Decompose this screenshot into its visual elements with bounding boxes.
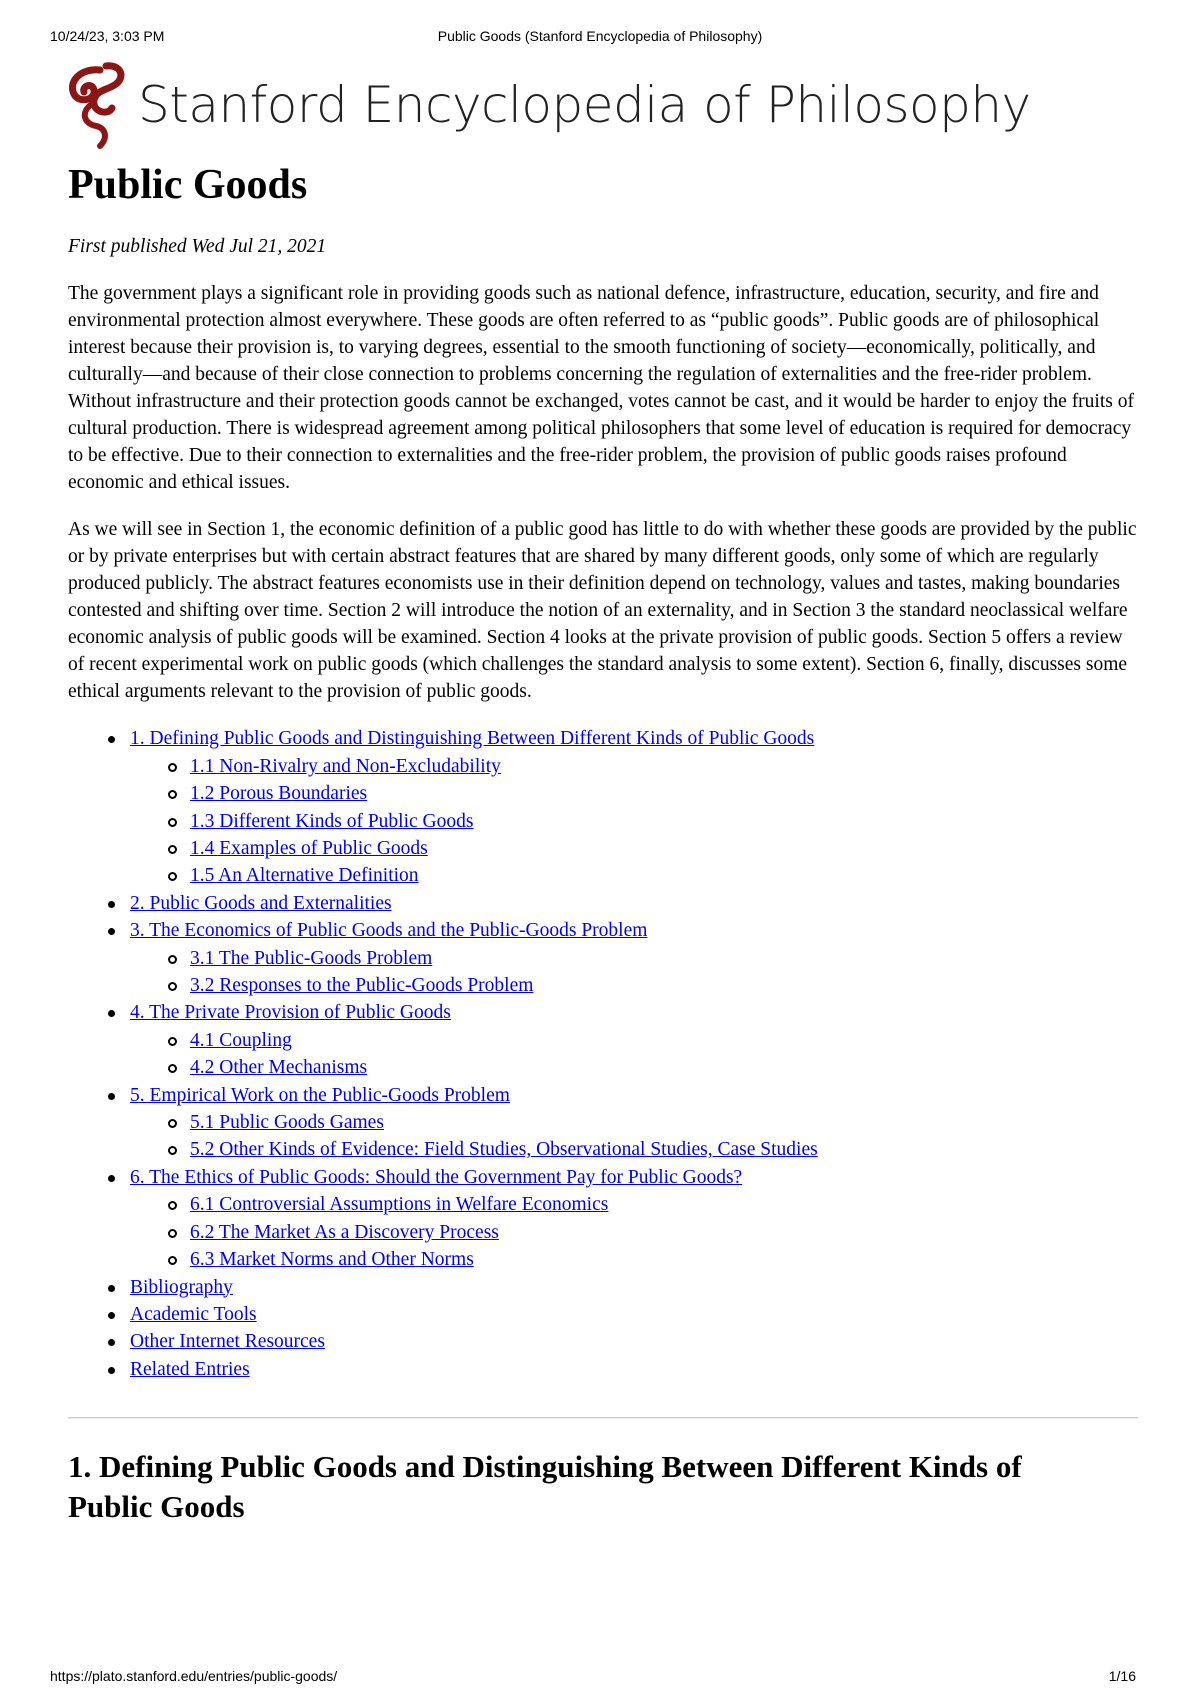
toc-sublist bbox=[130, 1191, 1138, 1273]
toc-sublist bbox=[130, 945, 1138, 1000]
toc-item bbox=[130, 999, 1138, 1081]
toc-subitem bbox=[190, 1136, 1138, 1163]
page-title: Public Goods bbox=[68, 162, 308, 208]
toc-link-4-2[interactable]: 4.2 Other Mechanisms bbox=[190, 1057, 368, 1079]
entry-content bbox=[68, 160, 1138, 1527]
toc-link-3-1[interactable]: 3.1 The Public-Goods Problem bbox=[190, 947, 433, 969]
publication-info: First published Wed Jul 21, 2021 bbox=[68, 236, 327, 258]
toc-subitem bbox=[190, 835, 1138, 862]
toc-subitem bbox=[190, 753, 1138, 780]
toc-link-other-internet-resources[interactable]: Other Internet Resources bbox=[130, 1331, 325, 1353]
page-number: 1/16 bbox=[1108, 1668, 1136, 1684]
toc-item bbox=[130, 1274, 1138, 1301]
toc-subitem bbox=[190, 808, 1138, 835]
masthead[interactable] bbox=[62, 60, 1031, 150]
toc-link-academic-tools[interactable]: Academic Tools bbox=[130, 1303, 257, 1325]
toc-subitem bbox=[190, 1191, 1138, 1218]
print-doc-title: Public Goods (Stanford Encyclopedia of Philosophy) bbox=[437, 28, 763, 44]
intro-paragraph-2: As we will see in Section 1, the economic definition of a public good has little to do with whether these goods are provided by the public or by private enterprises but with certain abstract features that are shared by many different goods, only some of which are regularly produced publicly. The abstract features economists use in their definition depend on technology, values and tastes, making boundaries contested and shifting over time. Section 2 will introduce the notion of an externality, and in Section 3 the standard neoclassical welfare economic analysis of public goods will be examined. Section 4 looks at the private provision of public goods. Section 5 offers a review of recent experimental work on public goods (which challenges the standard analysis to some extent). Section 6, finally, discusses some ethical arguments relevant to the provision of public goods. bbox=[68, 519, 1137, 703]
toc-link-bibliography[interactable]: Bibliography bbox=[130, 1276, 233, 1298]
toc-link-related-entries[interactable]: Related Entries bbox=[130, 1358, 250, 1380]
toc-link-4-1[interactable]: 4.1 Coupling bbox=[190, 1029, 292, 1051]
toc-item bbox=[130, 1082, 1138, 1164]
toc-link-1-1[interactable]: 1.1 Non-Rivalry and Non-Excludability bbox=[190, 755, 501, 777]
toc-link-1-3[interactable]: 1.3 Different Kinds of Public Goods bbox=[190, 810, 474, 832]
toc-subitem bbox=[190, 862, 1138, 889]
toc-link-section-2[interactable]: 2. Public Goods and Externalities bbox=[130, 892, 392, 914]
toc-link-5-1[interactable]: 5.1 Public Goods Games bbox=[190, 1112, 384, 1134]
toc-item bbox=[130, 1328, 1138, 1355]
print-url: https://plato.stanford.edu/entries/public-goods/ bbox=[50, 1668, 338, 1684]
toc-link-section-1[interactable]: 1. Defining Public Goods and Distinguishing Between Different Kinds of Public Goods bbox=[130, 728, 815, 750]
toc-link-6-3[interactable]: 6.3 Market Norms and Other Norms bbox=[190, 1249, 474, 1271]
print-header bbox=[50, 28, 1150, 48]
toc-link-section-4[interactable]: 4. The Private Provision of Public Goods bbox=[130, 1002, 451, 1024]
toc-link-6-2[interactable]: 6.2 The Market As a Discovery Process bbox=[190, 1221, 499, 1243]
section-divider bbox=[68, 1417, 1138, 1419]
toc-link-5-2[interactable]: 5.2 Other Kinds of Evidence: Field Studies, Observational Studies, Case Studies bbox=[190, 1139, 818, 1161]
toc-sublist bbox=[130, 1027, 1138, 1082]
toc-link-6-1[interactable]: 6.1 Controversial Assumptions in Welfare Economics bbox=[190, 1194, 609, 1216]
sep-logo-icon[interactable] bbox=[62, 60, 132, 150]
toc-item bbox=[130, 890, 1138, 917]
toc-subitem bbox=[190, 1054, 1138, 1081]
toc-item bbox=[130, 917, 1138, 999]
toc-item bbox=[130, 1356, 1138, 1383]
table-of-contents bbox=[68, 725, 1138, 1383]
toc-item bbox=[130, 1164, 1138, 1274]
toc-sublist bbox=[130, 1109, 1138, 1164]
toc-subitem bbox=[190, 945, 1138, 972]
toc-link-section-5[interactable]: 5. Empirical Work on the Public-Goods Problem bbox=[130, 1084, 510, 1106]
toc-sublist bbox=[130, 753, 1138, 890]
toc-item bbox=[130, 725, 1138, 889]
toc-subitem bbox=[190, 1219, 1138, 1246]
toc-subitem bbox=[190, 1027, 1138, 1054]
toc-link-1-5[interactable]: 1.5 An Alternative Definition bbox=[190, 865, 419, 887]
toc-item bbox=[130, 1301, 1138, 1328]
toc-subitem bbox=[190, 1246, 1138, 1273]
toc-subitem bbox=[190, 1109, 1138, 1136]
toc-link-1-2[interactable]: 1.2 Porous Boundaries bbox=[190, 783, 368, 805]
toc-link-3-2[interactable]: 3.2 Responses to the Public-Goods Problem bbox=[190, 975, 534, 997]
toc-subitem bbox=[190, 972, 1138, 999]
site-title[interactable]: Stanford Encyclopedia of Philosophy bbox=[138, 76, 1031, 134]
toc-link-1-4[interactable]: 1.4 Examples of Public Goods bbox=[190, 838, 428, 860]
toc-subitem bbox=[190, 780, 1138, 807]
toc-link-section-6[interactable]: 6. The Ethics of Public Goods: Should the Government Pay for Public Goods? bbox=[130, 1166, 743, 1188]
toc-link-section-3[interactable]: 3. The Economics of Public Goods and the Public-Goods Problem bbox=[130, 920, 648, 942]
print-date: 10/24/23, 3:03 PM bbox=[50, 28, 165, 44]
section-heading: 1. Defining Public Goods and Distinguishing Between Different Kinds of Public Goods bbox=[68, 1449, 1022, 1525]
intro-paragraph-1: The government plays a significant role in providing goods such as national defence, infrastructure, education, security, and fire and environmental protection almost everywhere. These goods are often referred to as “public goods”. Public goods are of philosophical interest because their provision is, to varying degrees, essential to the smooth functioning of society—economically, politically, and culturally—and because of their close connection to problems concerning the regulation of externalities and the free-rider problem. Without infrastructure and their protection goods cannot be exchanged, votes cannot be cast, and it would be harder to enjoy the fruits of cultural production. There is widespread agreement among political philosophers that some level of education is required for democracy to be effective. Due to their connection to externalities and the free-rider problem, the provision of public goods raises profound economic and ethical issues. bbox=[68, 283, 1134, 494]
